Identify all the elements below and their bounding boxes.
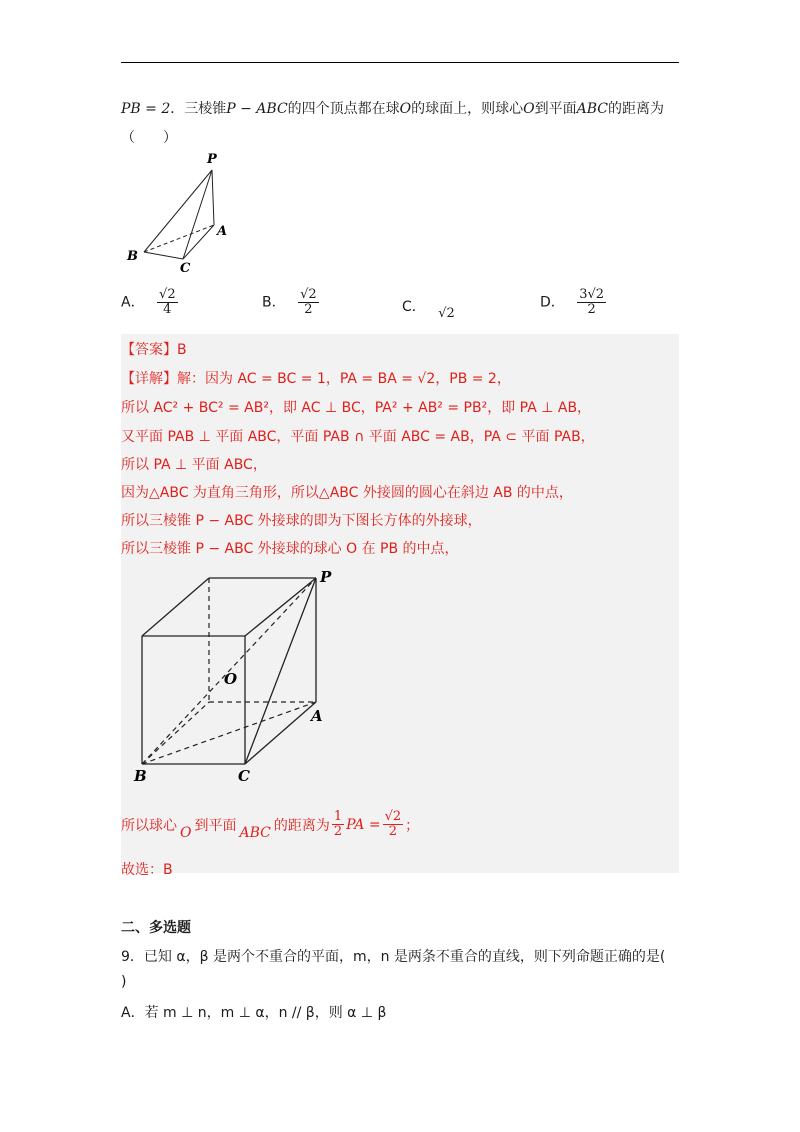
detail-line-1: [121, 368, 511, 388]
detail-line-6: 所以三棱锥 P − ABC 外接球的即为下图长方体的外接球，: [121, 513, 482, 529]
label-p: P: [207, 152, 217, 167]
edge-pb: [144, 170, 212, 252]
answer-label: 【答案】B: [121, 342, 187, 358]
detail-line-5: 因为△ABC 为直角三角形，所以△ABC 外接圆的圆心在斜边 AB 的中点，: [121, 485, 573, 501]
edge-bc: [144, 252, 183, 259]
edge-ba-hidden: [144, 225, 214, 252]
final-pa: PA =: [346, 816, 381, 833]
option-letter: C．: [402, 299, 426, 315]
option-b-frac: [298, 288, 319, 317]
final-abc: ABC: [239, 824, 271, 841]
question-pabc: P − ABC: [226, 101, 288, 117]
detail-line-7: 所以三棱锥 P − ABC 外接球的球心 O 在 PB 的中点，: [121, 541, 459, 557]
detail-line-4: 所以 PA ⊥ 平面 ABC，: [121, 457, 267, 473]
question-abc: ABC: [576, 101, 609, 117]
frac-num: 1: [333, 809, 343, 824]
question-o: O: [399, 101, 412, 117]
final-o: O: [180, 824, 192, 841]
q9-text: 9．已知 α，β 是两个不重合的平面，m，n 是两条不重合的直线，则下列命题正确的是(: [121, 949, 666, 965]
option-b: [262, 288, 319, 317]
frac-den: 2: [388, 824, 397, 839]
label-o: O: [224, 670, 238, 688]
header-rule: [121, 62, 679, 63]
option-c: [402, 296, 455, 321]
edge-pc: [183, 170, 212, 259]
question-line-1: [121, 98, 664, 118]
edge-ca: [183, 225, 214, 259]
final-text: ；: [405, 817, 420, 834]
final-text: 到平面: [194, 817, 237, 834]
frac-num: √2: [300, 287, 317, 302]
label-c: C: [238, 767, 250, 785]
section-title: 二、多选题: [121, 920, 191, 936]
final-line: [121, 810, 419, 839]
figure-cuboid: [128, 568, 338, 788]
option-letter: B．: [262, 294, 286, 311]
q9-option-a: A．若 m ⊥ n，m ⊥ α，n // β，则 α ⊥ β: [121, 1005, 387, 1021]
question-pb: PB = 2: [121, 101, 171, 117]
label-p: P: [320, 568, 332, 586]
label-c: C: [180, 261, 191, 276]
detail-line-3: 又平面 PAB ⊥ 平面 ABC，平面 PAB ∩ 平面 ABC = AB，PA ⊂ 平面 PAB，: [121, 429, 595, 445]
hidden-edge-left: [142, 702, 209, 764]
choose-line: 故选：B: [121, 862, 173, 878]
frac-den: 2: [304, 302, 313, 317]
label-a: A: [311, 707, 323, 725]
frac-den: 2: [587, 302, 596, 317]
option-a-frac: [157, 288, 178, 317]
final-text: 所以球心: [121, 817, 177, 834]
option-c-value: √2: [438, 306, 455, 321]
question-o: O: [523, 101, 535, 117]
frac-num: √2: [384, 809, 402, 824]
label-b: B: [127, 249, 138, 264]
frac-den: 2: [333, 824, 343, 839]
option-d: [540, 288, 606, 317]
detail-label: 【详解】: [121, 371, 177, 387]
question-text: 的球面上，则球心: [411, 101, 524, 117]
edge-top-left: [142, 578, 209, 636]
option-letter: A．: [121, 294, 145, 311]
final-result-frac: [383, 810, 404, 839]
final-text: 的距离为: [273, 817, 330, 834]
question-text: 到平面: [534, 101, 577, 117]
edge-ca: [245, 702, 316, 764]
label-a: A: [217, 224, 228, 239]
detail-line-2: 所以 AC² + BC² = AB²，即 AC ⊥ BC，PA² + AB² = PB²，即 PA ⊥ AB，: [121, 400, 592, 416]
detail-text: 解：因为 AC = BC = 1，PA = BA = √2，PB = 2，: [177, 371, 511, 387]
option-d-frac: [577, 288, 606, 317]
question-text: ．三棱锥: [170, 101, 227, 117]
question-text: 的距离为: [608, 101, 665, 117]
edge-pa: [212, 170, 214, 225]
frac-num: √2: [159, 287, 176, 302]
edge-pc: [245, 578, 316, 764]
q9-close: ): [121, 974, 127, 990]
option-a: [121, 288, 178, 317]
label-b: B: [134, 767, 147, 785]
frac-num: 3√2: [579, 287, 605, 302]
figure-tetrahedron: [118, 148, 248, 276]
frac-den: 4: [163, 302, 172, 317]
option-letter: D．: [540, 294, 565, 311]
diagonal-ba: [142, 702, 316, 764]
question-paren: （ ）: [121, 130, 177, 146]
final-half-frac: [332, 810, 344, 839]
question-text: 的四个顶点都在球: [287, 101, 400, 117]
